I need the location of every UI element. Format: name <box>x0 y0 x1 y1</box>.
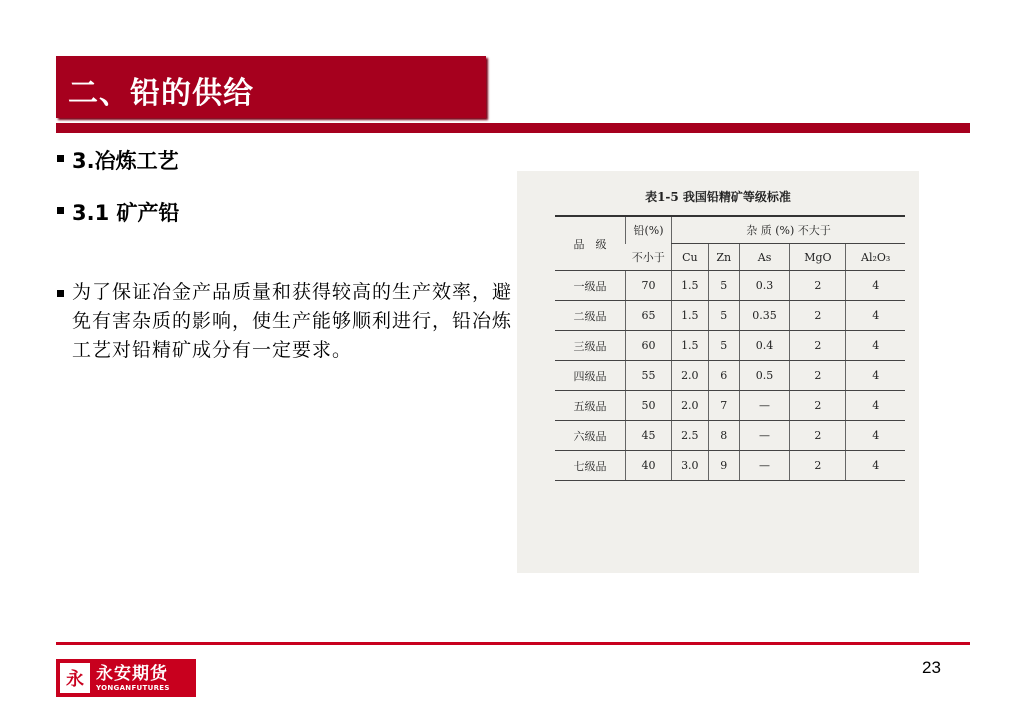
slide-title-bar <box>56 56 486 118</box>
table-row <box>555 301 905 331</box>
cell-al2o3: 4 <box>846 361 905 391</box>
cell-as: 0.3 <box>739 271 790 301</box>
cell-al2o3: 4 <box>846 301 905 331</box>
cell-grade: 一级品 <box>555 271 626 301</box>
header-al2o3: Al₂O₃ <box>846 244 905 271</box>
cell-mgo: 2 <box>790 271 846 301</box>
cell-zn: 6 <box>708 361 739 391</box>
cell-al2o3: 4 <box>846 391 905 421</box>
header-impurity: 杂 质 (%) 不大于 <box>672 216 906 244</box>
cell-al2o3: 4 <box>846 451 905 481</box>
cell-mgo: 2 <box>790 451 846 481</box>
cell-grade: 五级品 <box>555 391 626 421</box>
paragraph-text: 为了保证冶金产品质量和获得较高的生产效率，避免有害杂质的影响，使生产能够顺利进行，铅冶炼工艺对铅精矿成分有一定要求。 <box>72 281 513 361</box>
title-underline <box>56 123 970 133</box>
heading-mineral-lead: 3.1 矿产铅 <box>72 201 180 225</box>
cell-mgo: 2 <box>790 421 846 451</box>
lead-concentrate-grade-table-image <box>517 171 919 573</box>
cell-lead: 70 <box>626 271 672 301</box>
header-cu: Cu <box>672 244 709 271</box>
header-lead-sub: 不小于 <box>626 244 672 271</box>
bullet-square-icon <box>57 155 64 162</box>
cell-as: 0.5 <box>739 361 790 391</box>
logo-mark-icon: 永 <box>60 663 90 693</box>
paragraph-bullet <box>57 278 522 365</box>
cell-zn: 5 <box>708 271 739 301</box>
cell-cu: 1.5 <box>672 271 709 301</box>
footer-divider <box>56 642 970 645</box>
table-row <box>555 451 905 481</box>
cell-cu: 2.5 <box>672 421 709 451</box>
cell-al2o3: 4 <box>846 331 905 361</box>
cell-cu: 2.0 <box>672 391 709 421</box>
cell-cu: 1.5 <box>672 331 709 361</box>
table-row <box>555 391 905 421</box>
logo-chinese-name: 永安期货 <box>96 663 168 684</box>
cell-as: — <box>739 451 790 481</box>
header-grade: 品 级 <box>555 216 626 271</box>
cell-al2o3: 4 <box>846 271 905 301</box>
cell-mgo: 2 <box>790 361 846 391</box>
cell-grade: 二级品 <box>555 301 626 331</box>
logo-english-name: YONGANFUTURES <box>96 683 170 692</box>
cell-mgo: 2 <box>790 391 846 421</box>
cell-lead: 50 <box>626 391 672 421</box>
table-title: 表1-5 我国铅精矿等级标准 <box>645 190 791 204</box>
cell-as: — <box>739 391 790 421</box>
header-as: As <box>739 244 790 271</box>
cell-grade: 七级品 <box>555 451 626 481</box>
logo-texts <box>96 664 170 693</box>
cell-mgo: 2 <box>790 301 846 331</box>
cell-grade: 三级品 <box>555 331 626 361</box>
cell-cu: 3.0 <box>672 451 709 481</box>
cell-lead: 55 <box>626 361 672 391</box>
cell-as: 0.35 <box>739 301 790 331</box>
heading-smelting: 3.冶炼工艺 <box>72 149 179 173</box>
cell-lead: 65 <box>626 301 672 331</box>
cell-grade: 四级品 <box>555 361 626 391</box>
table-row <box>555 361 905 391</box>
yongan-futures-logo <box>56 659 196 697</box>
table-row <box>555 331 905 361</box>
cell-grade: 六级品 <box>555 421 626 451</box>
heading-bullet-mineral-lead <box>57 197 180 227</box>
cell-zn: 9 <box>708 451 739 481</box>
cell-as: — <box>739 421 790 451</box>
cell-zn: 7 <box>708 391 739 421</box>
cell-cu: 1.5 <box>672 301 709 331</box>
cell-lead: 45 <box>626 421 672 451</box>
heading-bullet-smelting <box>57 145 179 175</box>
slide-title: 二、铅的供给 <box>68 76 254 111</box>
bullet-square-icon <box>57 290 64 297</box>
cell-cu: 2.0 <box>672 361 709 391</box>
cell-zn: 5 <box>708 301 739 331</box>
cell-mgo: 2 <box>790 331 846 361</box>
table-row <box>555 271 905 301</box>
bullet-square-icon <box>57 207 64 214</box>
cell-lead: 60 <box>626 331 672 361</box>
cell-lead: 40 <box>626 451 672 481</box>
header-zn: Zn <box>708 244 739 271</box>
header-lead: 铅(%) <box>626 216 672 244</box>
cell-al2o3: 4 <box>846 421 905 451</box>
table-row <box>555 421 905 451</box>
cell-zn: 5 <box>708 331 739 361</box>
cell-as: 0.4 <box>739 331 790 361</box>
page-number: 23 <box>922 658 941 677</box>
cell-zn: 8 <box>708 421 739 451</box>
header-mgo: MgO <box>790 244 846 271</box>
grade-standard-table <box>555 215 905 481</box>
